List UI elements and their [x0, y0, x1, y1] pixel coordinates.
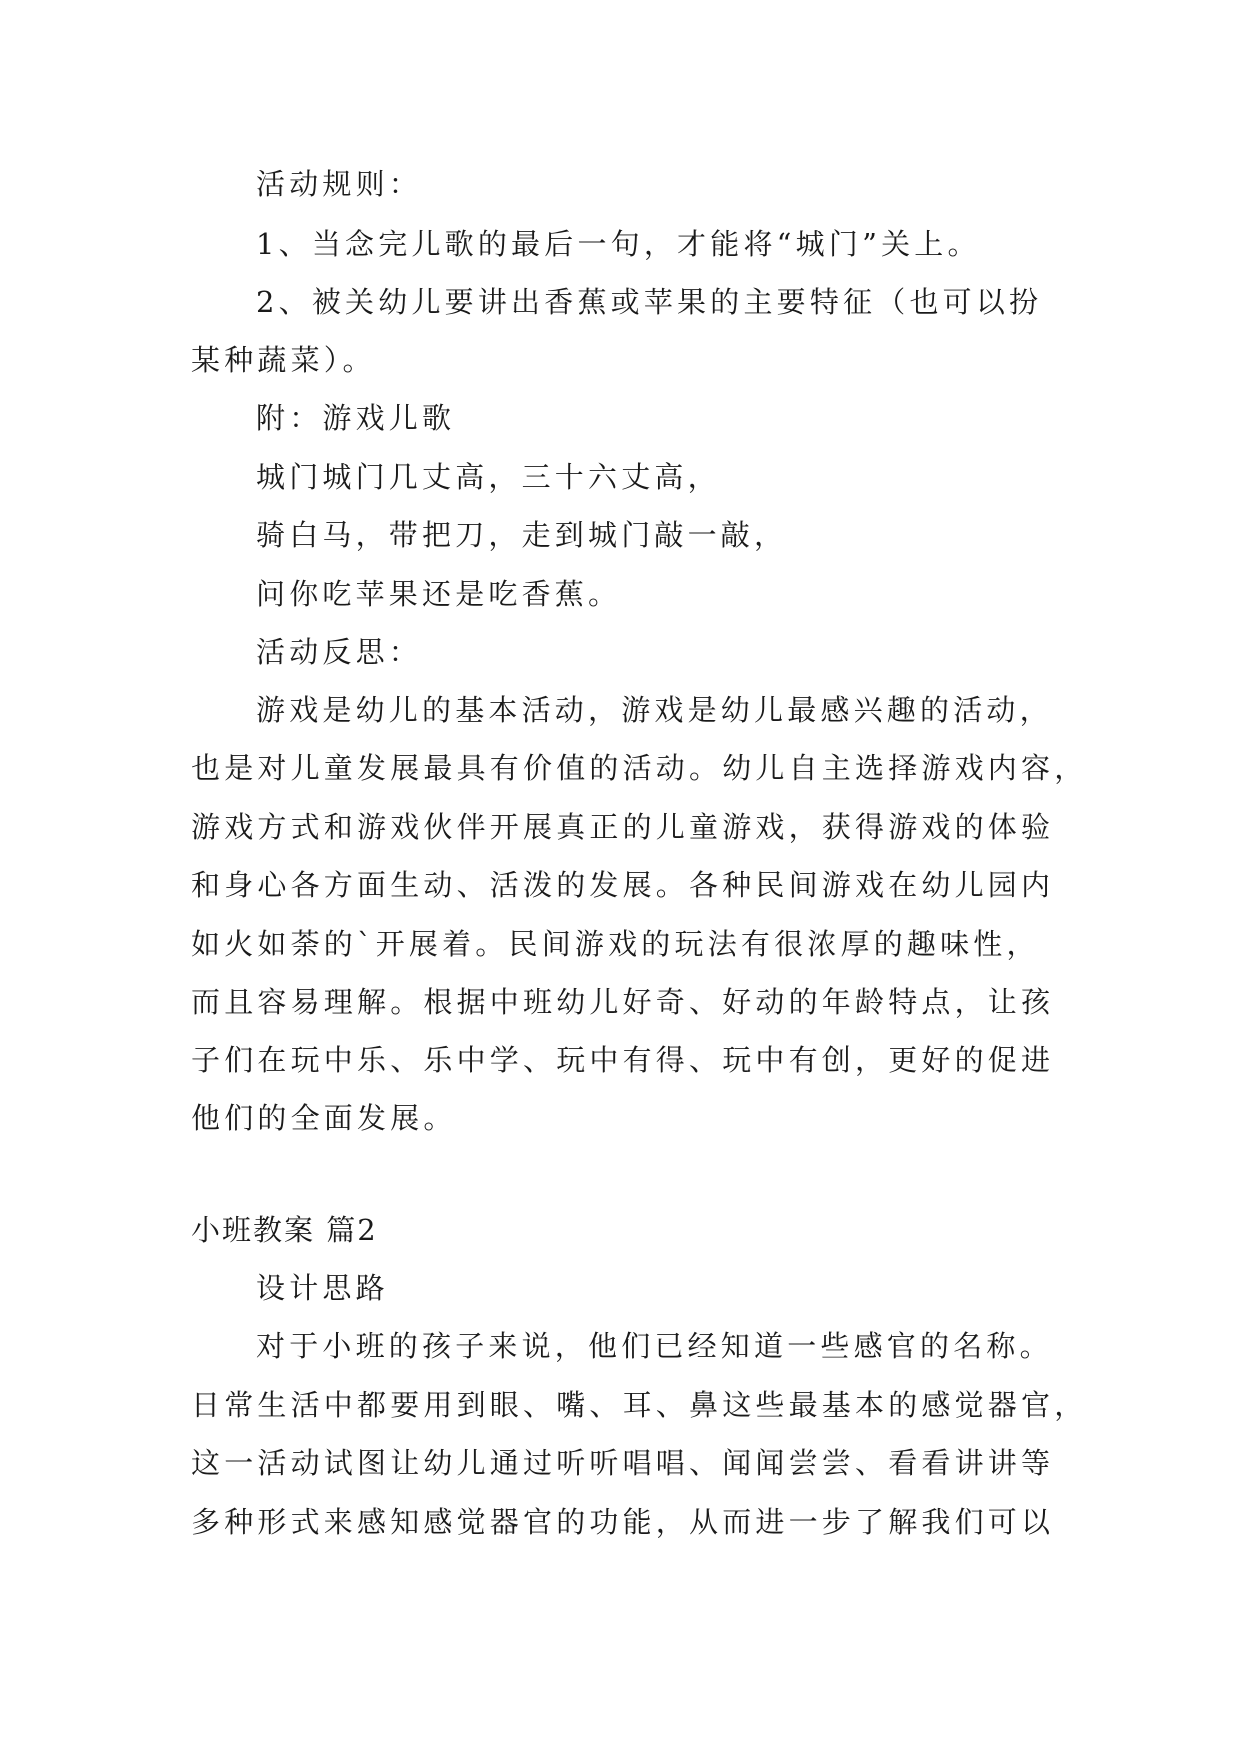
reflection-paragraph-line: 如火如荼的`开展着。民间游戏的玩法有很浓厚的趣味性， [191, 927, 1040, 961]
appendix-title: 附：游戏儿歌 [256, 401, 456, 435]
reflection-paragraph-line: 而且容易理解。根据中班幼儿好奇、好动的年龄特点，让孩 [191, 985, 1055, 1019]
design-title: 设计思路 [256, 1271, 389, 1305]
section-heading: 小班教案 篇2 [191, 1213, 378, 1247]
reflection-paragraph-line: 他们的全面发展。 [191, 1101, 457, 1135]
reflection-paragraph-line: 游戏是幼儿的基本活动，游戏是幼儿最感兴趣的活动， [256, 693, 1053, 727]
design-paragraph-line: 多种形式来感知感觉器官的功能，从而进一步了解我们可以 [191, 1505, 1055, 1539]
design-paragraph-line: 这一活动试图让幼儿通过听听唱唱、闻闻尝尝、看看讲讲等 [191, 1446, 1055, 1480]
song-line-3: 问你吃苹果还是吃香蕉。 [256, 577, 622, 611]
reflection-title: 活动反思： [256, 635, 423, 669]
rule-1: 1、当念完儿歌的最后一句，才能将“城门”关上。 [256, 227, 981, 261]
reflection-paragraph-line: 也是对儿童发展最具有价值的活动。幼儿自主选择游戏内容， [191, 751, 1088, 785]
reflection-paragraph-line: 和身心各方面生动、活泼的发展。各种民间游戏在幼儿园内 [191, 868, 1055, 902]
reflection-paragraph-line: 游戏方式和游戏伙伴开展真正的儿童游戏，获得游戏的体验 [191, 810, 1055, 844]
design-paragraph-line: 对于小班的孩子来说，他们已经知道一些感官的名称。 [256, 1329, 1053, 1363]
song-line-2: 骑白马，带把刀，走到城门敲一敲， [256, 518, 788, 552]
rules-title: 活动规则： [256, 167, 423, 201]
song-line-1: 城门城门几丈高，三十六丈高， [256, 460, 721, 494]
rule-2-line-2: 某种蔬菜）。 [191, 343, 376, 377]
reflection-paragraph-line: 子们在玩中乐、乐中学、玩中有得、玩中有创，更好的促进 [191, 1043, 1055, 1077]
rule-2-line-1: 2、被关幼儿要讲出香蕉或苹果的主要特征（也可以扮 [256, 285, 1043, 319]
design-paragraph-line: 日常生活中都要用到眼、嘴、耳、鼻这些最基本的感觉器官， [191, 1388, 1088, 1422]
